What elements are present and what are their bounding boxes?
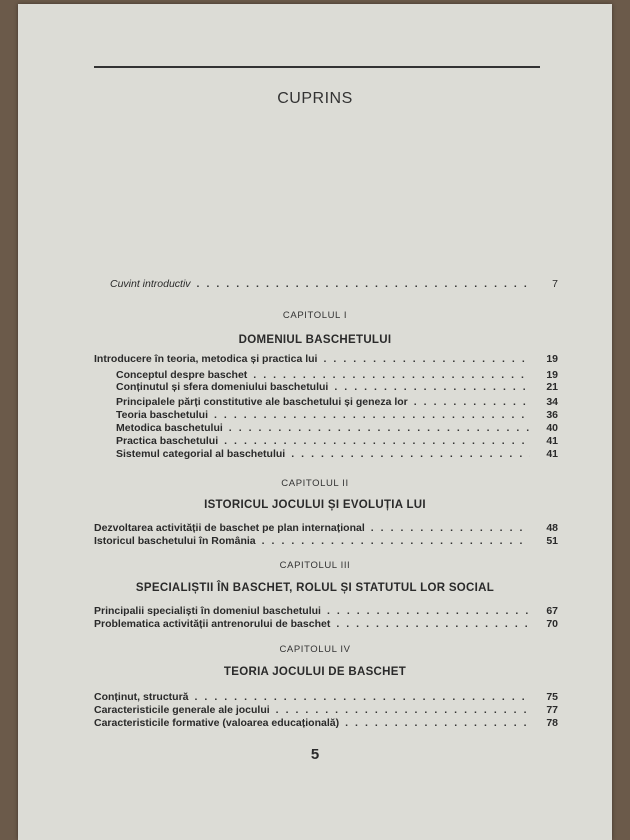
toc-entry: Teoria baschetului ..... 36 [116,409,558,422]
chapter-heading: DOMENIUL BASCHETULUI [238,334,392,346]
toc-entry: Practica baschetului ..... 41 [116,435,558,448]
top-rule [94,66,540,68]
toc-entry: Dezvoltarea activității de baschet pe plan internațional ..... 48 [94,522,558,535]
chapter-heading: ISTORICUL JOCULUI ȘI EVOLUȚIA LUI [204,499,426,511]
chapter-heading: SPECIALIȘTII ÎN BASCHET, ROLUL ȘI STATUTUL LOR SOCIAL [135,582,495,594]
page-title: CUPRINS [277,90,353,107]
toc-entry: Caracteristicile formative (valoarea educațională) ..... 78 [94,717,558,730]
toc-entry: Principalele părți constitutive ale baschetului și geneza lor ..... 34 [116,396,558,409]
toc-entry: Problematica activității antrenorului de baschet ..... 70 [94,618,558,631]
toc-entry: Conținutul și sfera domeniului baschetului ..... 21 [116,381,558,394]
toc-entry-intro: Cuvint introductiv ..... 7 [110,278,558,291]
chapter-label: CAPITOLUL I [282,310,348,321]
book-page [18,4,612,840]
toc-entry: Sistemul categorial al baschetului ..... 41 [116,448,558,461]
chapter-heading: TEORIA JOCULUI DE BASCHET [223,666,407,678]
page-number: 5 [310,746,320,763]
toc-entry: Metodica baschetului ..... 40 [116,422,558,435]
chapter-label: CAPITOLUL III [279,560,351,571]
toc-entry: Conceptul despre baschet ..... 19 [116,369,558,382]
toc-entry: Conținut, structură ..... 75 [94,691,558,704]
toc-entry: Principalii specialiști în domeniul baschetului ..... 67 [94,605,558,618]
toc-entry: Introducere în teoria, metodica și practica lui ..... 19 [94,353,558,366]
toc-entry: Caracteristicile generale ale jocului ..... 77 [94,704,558,717]
toc-entry: Istoricul baschetului în România ..... 51 [94,535,558,548]
chapter-label: CAPITOLUL II [281,478,349,489]
chapter-label: CAPITOLUL IV [279,644,351,655]
